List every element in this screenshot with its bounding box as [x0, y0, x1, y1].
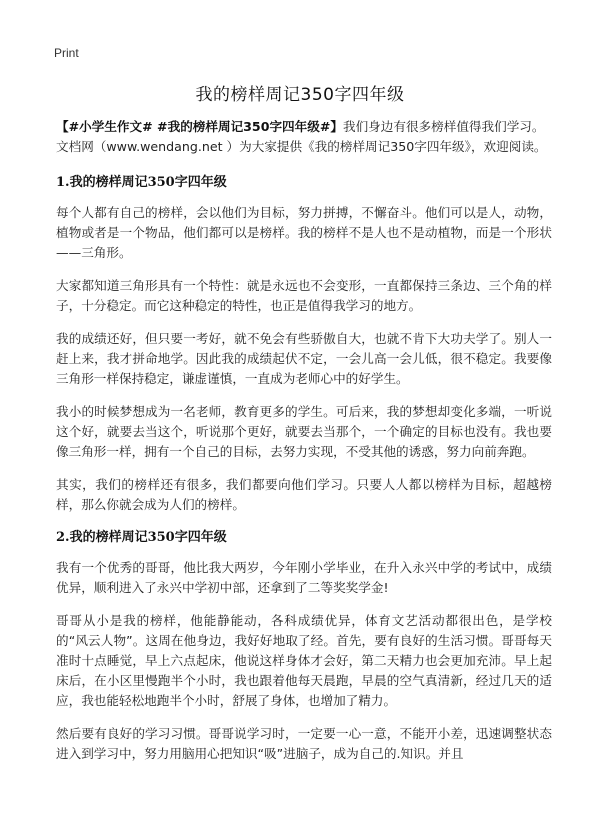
paragraph: 哥哥从小是我的榜样，他能静能动，各科成绩优异，体育文艺活动都很出色，是学校的“风云人物”。这周在他身边，我好好地取了经。首先，要有良好的生活习惯。哥哥每天准时十点睡觉，早上六点起床，他说这样身体才会好，第二天精力也会更加充沛。早上起床后，在小区里慢跑半个小时，我也跟着他每天晨跑，早晨的空气真清新，经过几天的适应，我也能轻松地跑半个小时，舒展了身体，也增加了精力。: [56, 613, 552, 708]
paragraph: 然后要有良好的学习习惯。哥哥说学习时，一定要一心一意，不能开小差，迅速调整状态进入到学习中，努力用脑用心把知识“吸”进脑子，成为自己的.知识。并且: [56, 726, 552, 761]
intro-paragraph: [56, 117, 552, 157]
section-heading: 2.我的榜样周记350字四年级: [56, 530, 227, 545]
section-heading: 1.我的榜样周记350字四年级: [56, 175, 227, 190]
paragraph: 我小的时候梦想成为一名老师，教育更多的学生。可后来，我的梦想却变化多端，一听说这个好，就要去当这个，听说那个更好，就要去当那个，一个确定的目标也没有。我也要像三角形一样，拥有一个自己的目标，去努力实现，不受其他的诱惑，努力向前奔跑。: [56, 404, 552, 459]
paragraph: 我的成绩还好，但只要一考好，就不免会有些骄傲自大，也就不肯下大功夫学了。别人一赶上来，我才拼命地学。因此我的成绩起伏不定，一会儿高一会儿低，很不稳定。我要像三角形一样保持稳定，谦虚谨慎，一直成为老师心中的好学生。: [56, 331, 552, 386]
document-body: [56, 117, 552, 777]
paragraph: 其实，我们的榜样还有很多，我们都要向他们学习。只要人人都以榜样为目标，超越榜样，那么你就会成为人们的榜样。: [56, 477, 552, 512]
paragraph: 每个人都有自己的榜样，会以他们为目标，努力拼搏，不懈奋斗。他们可以是人，动物，植物或者是一个物品，他们都可以是榜样。我的榜样不是人也不是动植物，而是一个形状——三角形。: [56, 205, 552, 260]
print-label[interactable]: Print: [54, 46, 79, 60]
paragraph: 大家都知道三角形具有一个特性：就是永远也不会变形，一直都保持三条边、三个角的样子，十分稳定。而它这种稳定的特性，也正是值得我学习的地方。: [56, 278, 552, 313]
paragraph: 我有一个优秀的哥哥，他比我大两岁，今年刚小学毕业，在升入永兴中学的考试中，成绩优异，顺利进入了永兴中学初中部，还拿到了二等奖奖学金!: [56, 560, 552, 595]
section-1: [56, 173, 552, 515]
section-2: [56, 528, 552, 764]
intro-text: 我们身边有很多榜样值得我们学习。文档网（www.wendang.net ）为大家提供《我的榜样周记350字四年级》，欢迎阅读。: [56, 119, 547, 154]
document-title: 我的榜样周记350字四年级: [195, 85, 405, 105]
intro-tag: 【#小学生作文# #我的榜样周记350字四年级#】: [56, 119, 343, 134]
